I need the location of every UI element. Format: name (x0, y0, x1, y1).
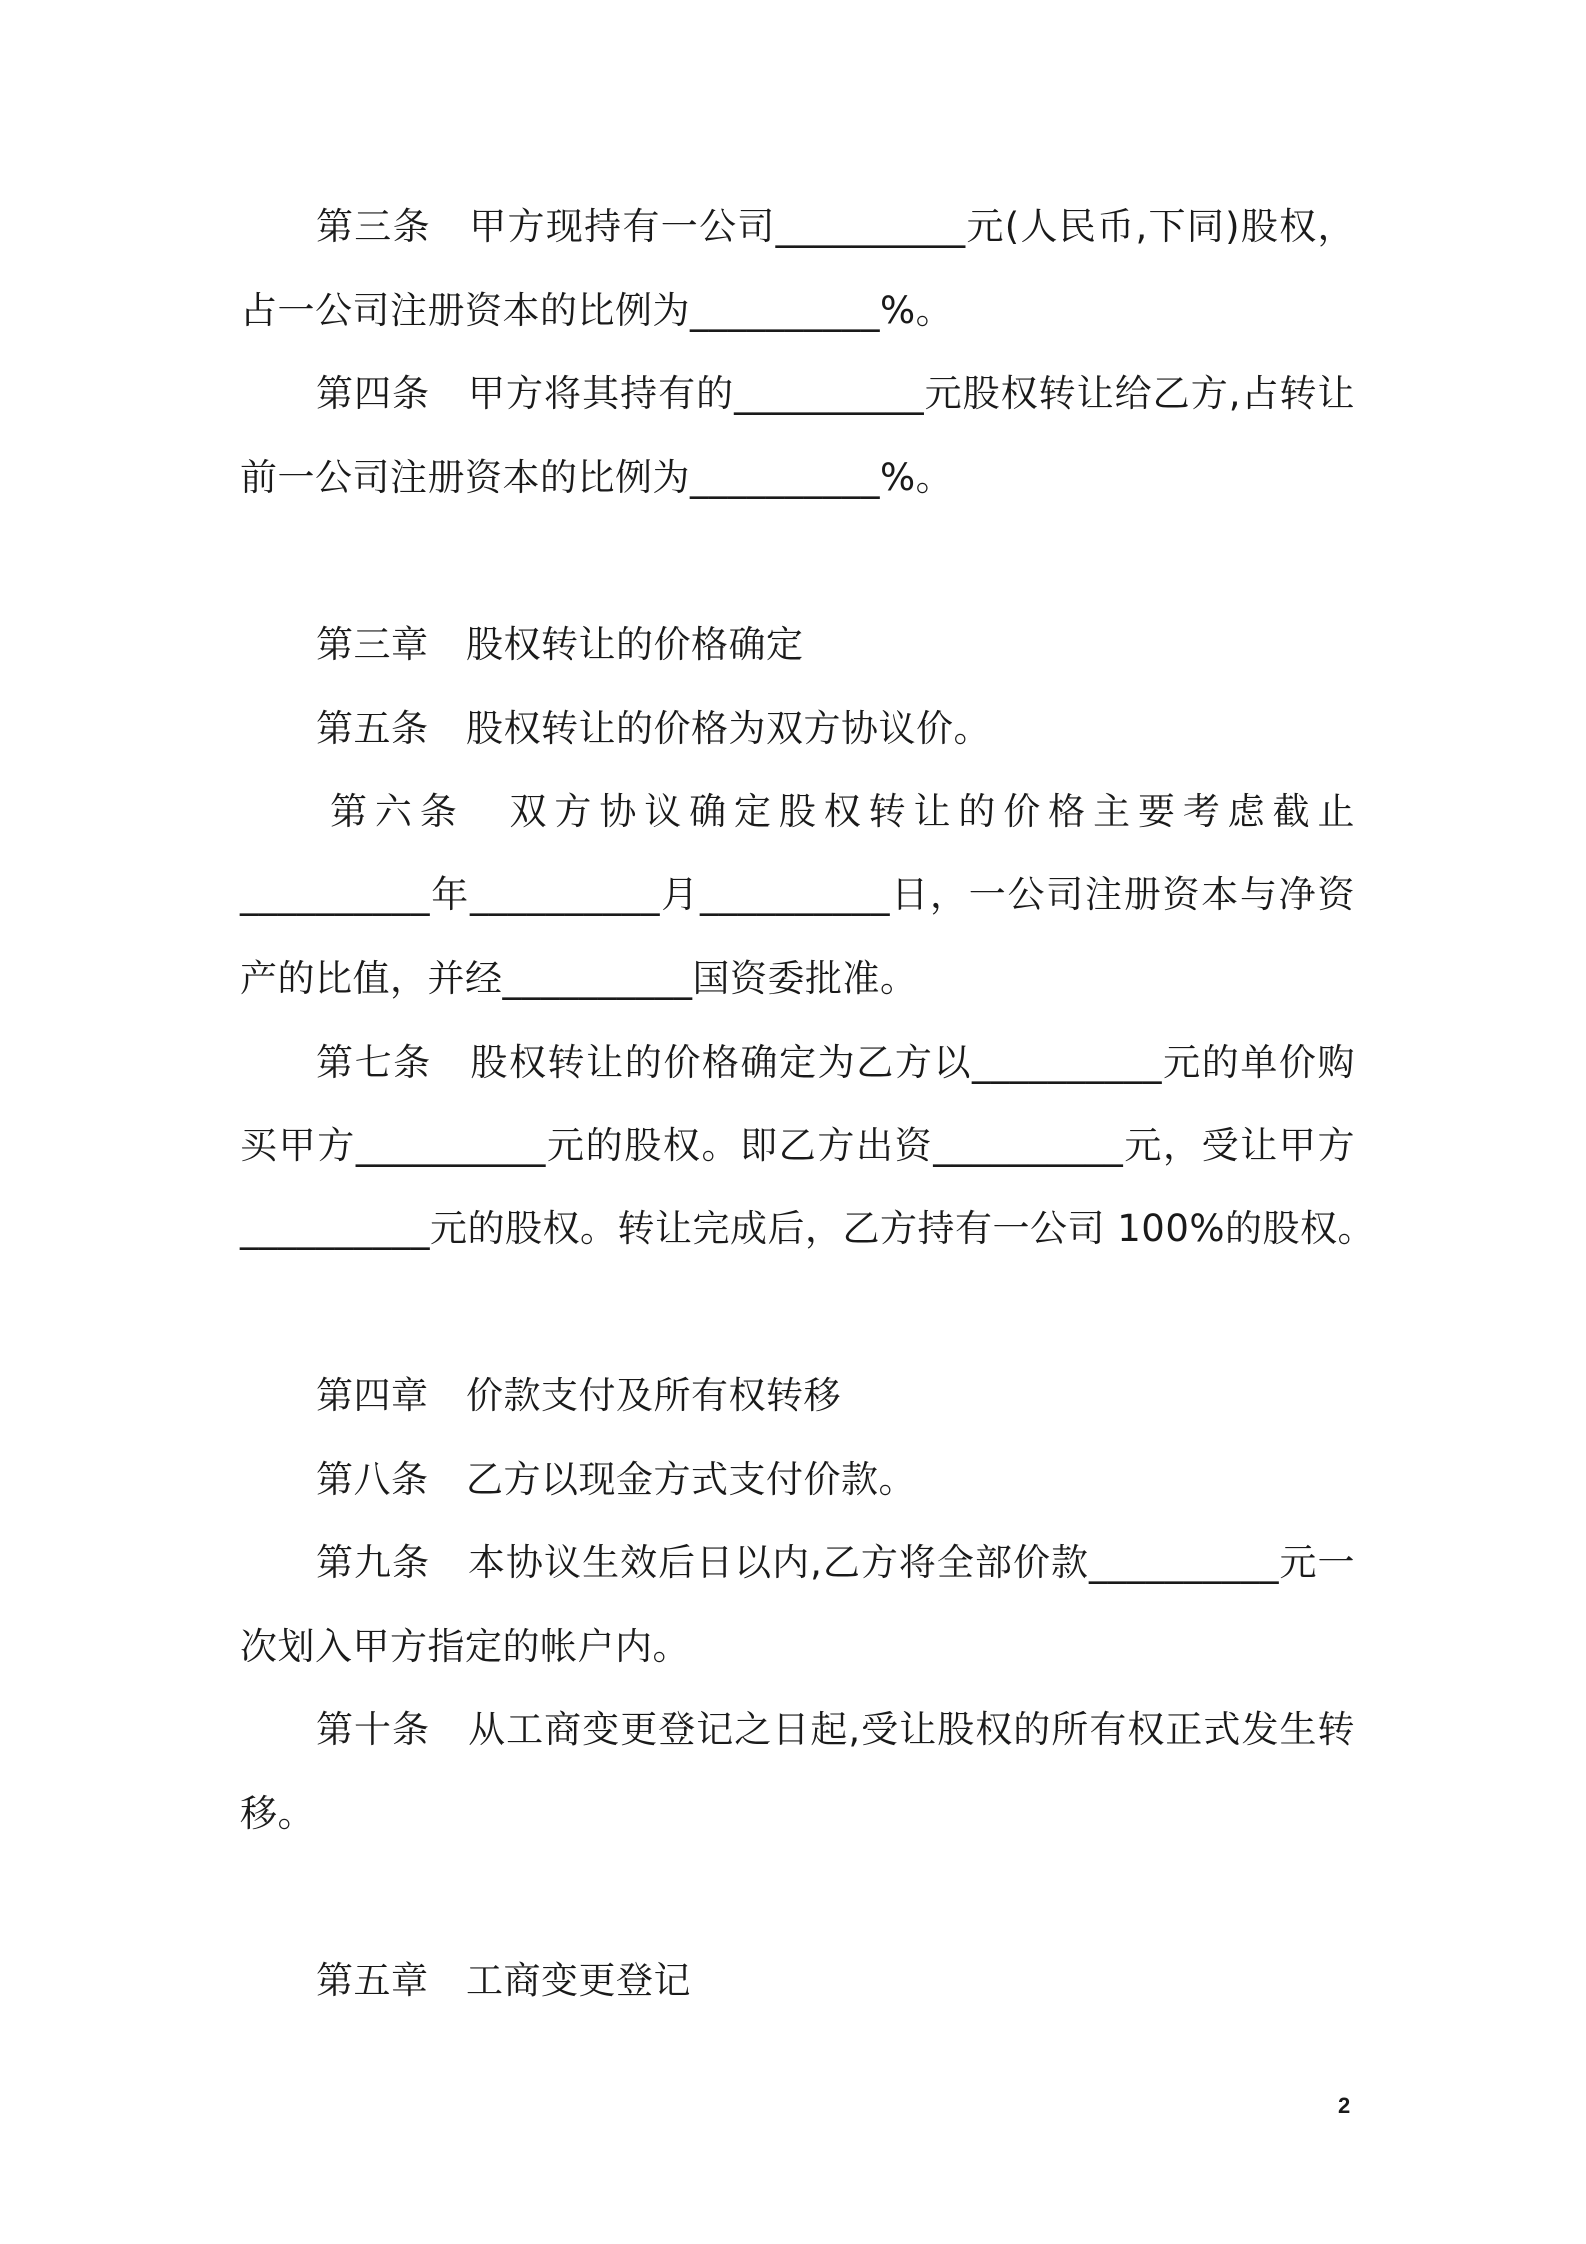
article-9-line-2: 次划入甲方指定的帐户内。 (240, 1625, 690, 1668)
article-8-line-1: 第八条 乙方以现金方式支付价款。 (316, 1458, 916, 1501)
chapter-3-heading: 第三章 股权转让的价格确定 (316, 623, 804, 666)
article-9-line-1: 第九条 本协议生效后日以内,乙方将全部价款__________元一 (316, 1541, 1355, 1584)
article-3-line-2: 占一公司注册资本的比例为__________%。 (240, 289, 954, 332)
article-4-line-1: 第四条 甲方将其持有的__________元股权转让给乙方,占转让 (316, 372, 1355, 415)
article-5-line-1: 第五条 股权转让的价格为双方协议价。 (316, 707, 991, 750)
chapter-4-heading: 第四章 价款支付及所有权转移 (316, 1374, 841, 1417)
page-number: 2 (1338, 2093, 1351, 2118)
article-7-line-2: 买甲方__________元的股权。即乙方出资__________元，受让甲方 (240, 1124, 1355, 1167)
article-6-line-2: __________年__________月__________日，一公司注册资本与净资 (240, 873, 1355, 916)
article-10-line-1: 第十条 从工商变更登记之日起,受让股权的所有权正式发生转 (316, 1708, 1355, 1751)
article-4-line-2: 前一公司注册资本的比例为__________%。 (240, 456, 954, 499)
article-10-line-2: 移。 (240, 1792, 315, 1835)
article-7-line-1: 第七条 股权转让的价格确定为乙方以__________元的单价购 (316, 1041, 1355, 1084)
article-6-line-1: 第六条 双方协议确定股权转让的价格主要考虑截止 (330, 790, 1355, 833)
article-7-line-3: __________元的股权。转让完成后，乙方持有一公司 100%的股权。 (240, 1207, 1376, 1250)
article-3-line-1: 第三条 甲方现持有一公司__________元(人民币,下同)股权， (316, 205, 1355, 248)
chapter-5-heading: 第五章 工商变更登记 (316, 1959, 691, 2002)
article-6-line-3: 产的比值，并经__________国资委批准。 (240, 957, 918, 1000)
